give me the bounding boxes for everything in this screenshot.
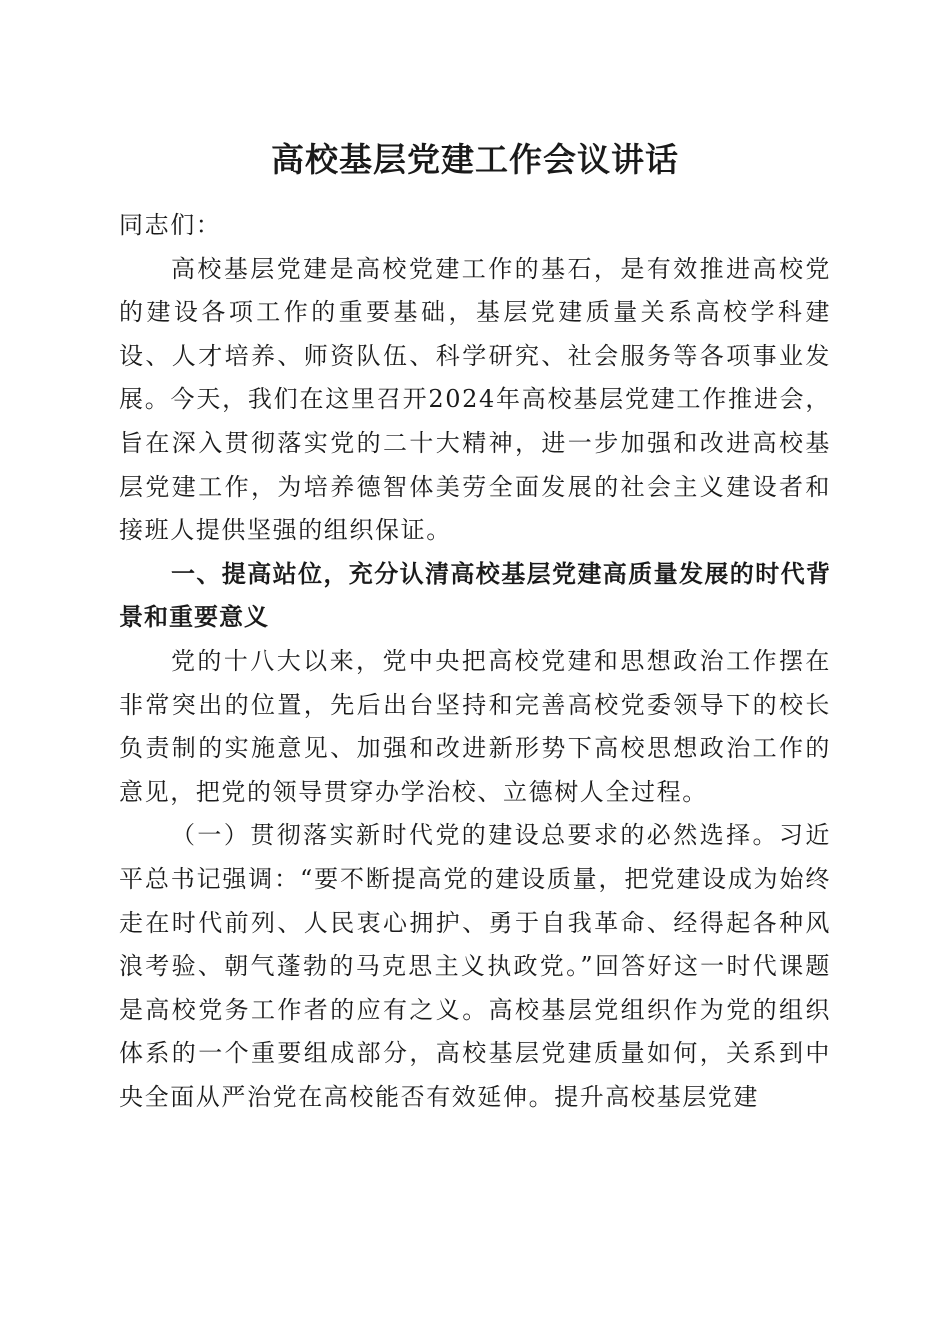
intro-paragraph: 高校基层党建是高校党建工作的基石，是有效推进高校党的建设各项工作的重要基础，基层党建质量关系高校学科建设、人才培养、师资队伍、科学研究、社会服务等各项事业发展。今天，我们在这里召开2024年高校基层党建工作推进会，旨在深入贯彻落实党的二十大精神，进一步加强和改进高校基层党建工作，为培养德智体美劳全面发展的社会主义建设者和接班人提供坚强的组织保证。 [119, 254, 831, 545]
section-heading-1: 一、提高站位，充分认清高校基层党建高质量发展的时代背景和重要意义 [119, 559, 831, 632]
section-1-paragraph-2: （一）贯彻落实新时代党的建设总要求的必然选择。习近平总书记强调：“要不断提高党的建设质量，把党建设成为始终走在时代前列、人民衷心拥护、勇于自我革命、经得起各种风浪考验、朝气蓬勃的马克思主义执政党。”回答好这一时代课题是高校党务工作者的应有之义。高校基层党组织作为党的组织体系的一个重要组成部分，高校基层党建质量如何，关系到中央全面从严治党在高校能否有效延伸。提升高校基层党建 [119, 821, 831, 1111]
document-title: 高校基层党建工作会议讲话 [271, 140, 679, 179]
salutation: 同志们： [119, 211, 222, 239]
document-body [119, 204, 831, 1119]
section-1-paragraph-1: 党的十八大以来，党中央把高校党建和思想政治工作摆在非常突出的位置，先后出台坚持和完善高校党委领导下的校长负责制的实施意见、加强和改进新形势下高校思想政治工作的意见，把党的领导贯穿办学治校、立德树人全过程。 [119, 646, 831, 806]
